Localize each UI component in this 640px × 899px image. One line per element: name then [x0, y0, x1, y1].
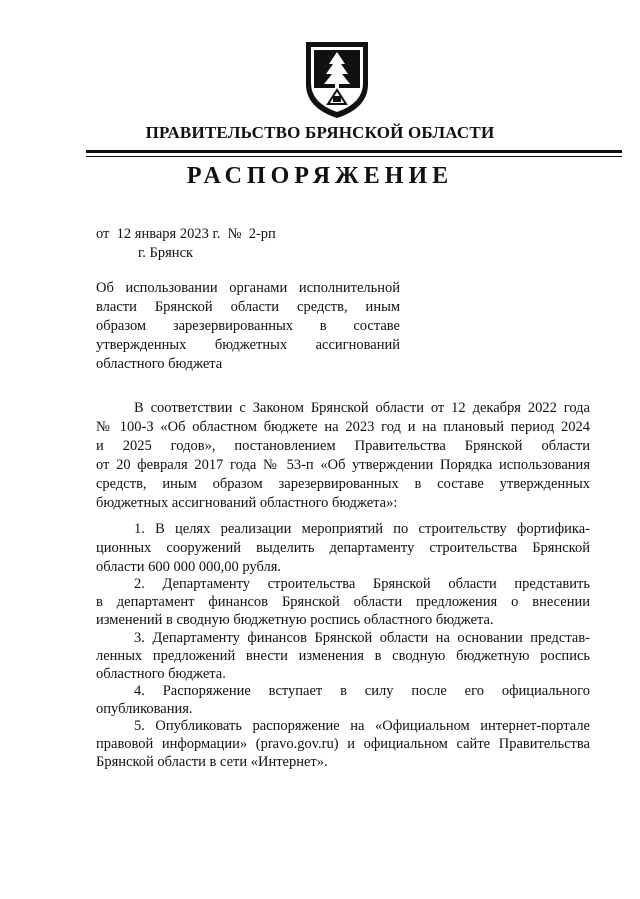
item-1-line: области 600 000 000,00 рубля.	[96, 559, 282, 575]
document-type-title: РАСПОРЯЖЕНИЕ	[186, 163, 454, 189]
header-rule-thick	[86, 150, 622, 153]
coat-of-arms-icon	[302, 38, 372, 120]
header-rule-thin	[86, 156, 622, 157]
preamble-line: от 20 февраля 2017 года № 53-п «Об утверждении Порядка использования	[96, 457, 590, 473]
item-4-line: опубликования.	[96, 701, 193, 717]
preamble-line: № 100-З «Об областном бюджете на 2023 год и на плановый период 2024	[96, 419, 590, 435]
preamble-line: средств, иным образом зарезервированных в составе утвержденных	[96, 476, 590, 492]
item-1-line: 1. В целях реализации мероприятий по строительству фортифика-	[134, 521, 590, 537]
item-2-line: 2. Департаменту строительства Брянской области представить	[134, 576, 590, 592]
item-2-line: изменений в сводную бюджетную роспись областного бюджета.	[96, 612, 494, 628]
item-3-line: ленных предложений внести изменения в сводную бюджетную роспись	[96, 648, 590, 664]
subject-line: власти Брянской области средств, иным	[96, 299, 400, 315]
item-4-line: 4. Распоряжение вступает в силу после его официального	[134, 683, 590, 699]
item-5-line: правовой информации» (pravo.gov.ru) и официальном сайте Правительства	[96, 736, 590, 752]
subject-line: образом зарезервированных в составе	[96, 318, 400, 334]
subject-line: Об использовании органами исполнительной	[96, 280, 400, 296]
city-line: г. Брянск	[138, 245, 194, 261]
subject-line: утвержденных бюджетных ассигнований	[96, 337, 400, 353]
organization-name: ПРАВИТЕЛЬСТВО БРЯНСКОЙ ОБЛАСТИ	[145, 123, 495, 142]
preamble-line: и 2025 годов», постановлением Правительства Брянской области	[96, 438, 590, 454]
preamble-line: В соответствии с Законом Брянской области от 12 декабря 2022 года	[134, 400, 590, 416]
item-5-line: 5. Опубликовать распоряжение на «Официальном интернет-портале	[134, 718, 590, 734]
subject-line: областного бюджета	[96, 356, 223, 372]
item-1-line: ционных сооружений выделить департаменту строительства Брянской	[96, 540, 590, 556]
item-3-line: областного бюджета.	[96, 666, 226, 682]
date-number-line: от 12 января 2023 г. № 2-рп	[96, 226, 276, 242]
preamble-line: бюджетных ассигнований областного бюджета»:	[96, 495, 398, 511]
item-3-line: 3. Департаменту финансов Брянской области на основании представ-	[134, 630, 590, 646]
item-5-line: Брянской области в сети «Интернет».	[96, 754, 328, 770]
item-2-line: в департамент финансов Брянской области предложения о внесении	[96, 594, 590, 610]
